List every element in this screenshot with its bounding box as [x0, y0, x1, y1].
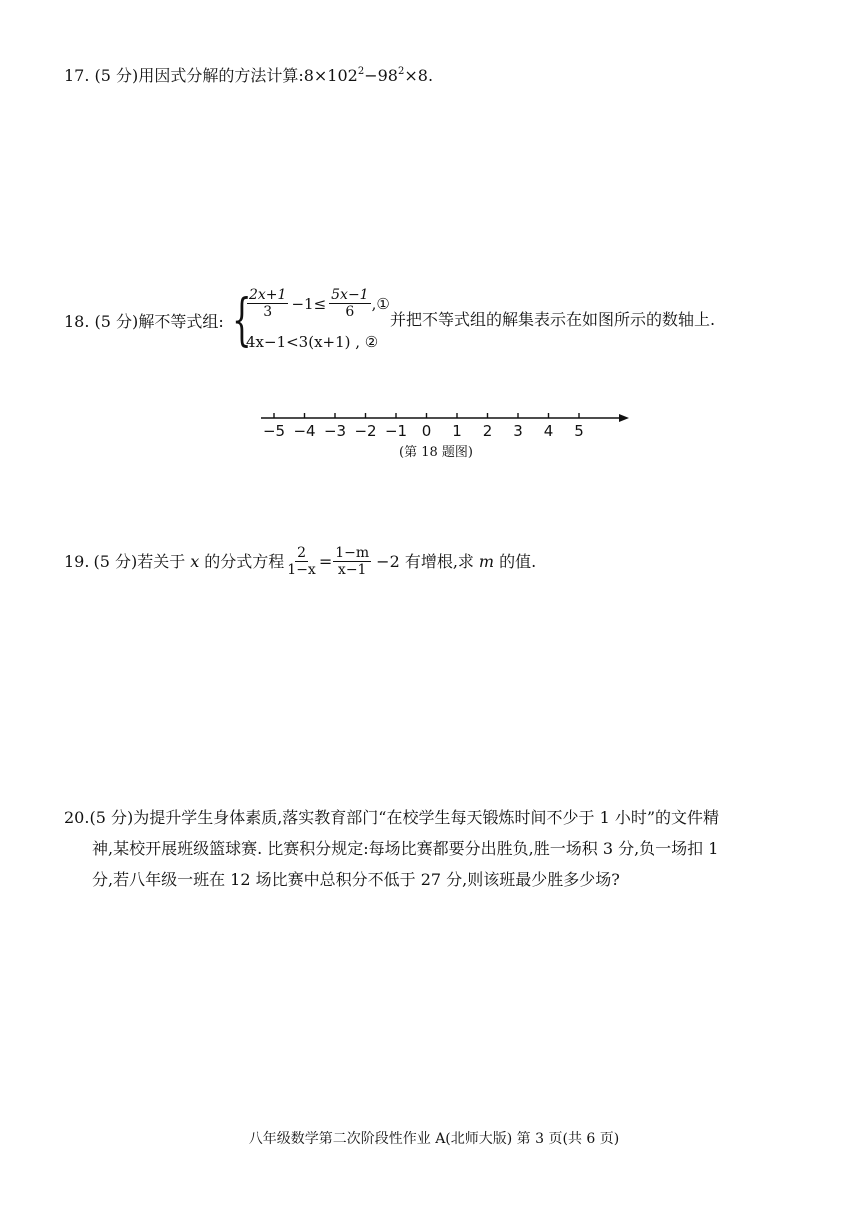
q17-number: 17. — [64, 66, 90, 85]
number-line-tick-label: 5 — [574, 422, 584, 440]
q19-end: 的值. — [499, 551, 537, 571]
q18-fraction-1 — [247, 287, 288, 320]
q17-expr-c: ×8. — [404, 66, 434, 85]
number-line-tick-label: 1 — [452, 422, 462, 440]
question-20 — [64, 802, 804, 895]
q19-frac2-num: 1−m — [335, 545, 370, 561]
number-line-tick-label: −4 — [293, 422, 316, 440]
number-line-arrow-icon — [619, 414, 629, 422]
q18-frac2-den: 6 — [345, 304, 355, 320]
q18-row-2 — [246, 333, 378, 351]
q19-post: −2 有增根,求 — [376, 551, 474, 571]
q18-row1-mid: −1≤ — [291, 294, 327, 313]
q18-instruction: 并把不等式组的解集表示在如图所示的数轴上. — [390, 310, 716, 329]
number-line-tick-label: −5 — [262, 422, 286, 440]
number-line-labels — [255, 422, 635, 442]
q20-number: 20. — [64, 808, 90, 827]
q19-frac1-num: 2 — [297, 545, 307, 561]
q18-fraction-2 — [329, 287, 370, 320]
number-line-tick-label: 4 — [543, 422, 554, 440]
q18-row1-tail: ,① — [371, 294, 390, 313]
q20-line-2: 神,某校开展班级篮球赛. 比赛积分规定:每场比赛都要分出胜负,胜一场积 3 分,负一场扣 1 — [92, 839, 719, 858]
number-line-tick-label: 3 — [513, 422, 523, 440]
number-line-tick-label: 0 — [421, 422, 432, 440]
q19-points: (5 分) — [93, 551, 138, 571]
q18-frac2-num: 5x−1 — [331, 287, 369, 303]
q20-line1-text: 为提升学生身体素质,落实教育部门“在校学生每天锻炼时间不少于 1 小时”的文件精 — [133, 808, 720, 827]
q19-frac1-den: 1−x — [287, 562, 316, 578]
q18-points: (5 分) — [94, 312, 139, 331]
q17-text: 用因式分解的方法计算: — [138, 66, 304, 85]
question-19 — [64, 545, 536, 578]
question-17 — [64, 66, 433, 86]
number-line-tick-label: −1 — [384, 422, 408, 440]
q18-frac1-den: 3 — [263, 304, 273, 320]
number-line-tick-label: 2 — [482, 422, 493, 440]
q18-number: 18. — [64, 312, 90, 331]
q19-mid: 的分式方程 — [204, 551, 285, 571]
number-line-tick-label: −2 — [354, 422, 377, 440]
q19-eq: = — [318, 551, 333, 571]
figure-caption: (第 18 题图) — [399, 445, 473, 460]
q20-points: (5 分) — [89, 808, 134, 827]
question-18-label — [64, 312, 224, 332]
number-line-tick-label: −3 — [323, 422, 347, 440]
q19-frac2-den: x−1 — [337, 562, 367, 578]
q19-var-m: m — [478, 551, 495, 571]
q18-row2-text: 4x−1<3(x+1) , ② — [246, 333, 379, 351]
q19-number: 19. — [64, 551, 90, 571]
q17-exp2: 2 — [397, 66, 405, 77]
q17-expr-b: −98 — [364, 66, 398, 85]
q20-line-3: 分,若八年级一班在 12 场比赛中总积分不低于 27 分,则该班最少胜多少场? — [92, 870, 620, 889]
page-footer: 八年级数学第二次阶段性作业 A(北师大版) 第 3 页(共 6 页) — [248, 1131, 620, 1147]
q20-line-1 — [64, 802, 804, 833]
q19-pre: 若关于 — [137, 551, 186, 571]
q17-exp1: 2 — [357, 66, 365, 77]
system-brace: { — [232, 288, 252, 353]
q18-text: 解不等式组: — [138, 312, 224, 331]
q19-fraction-2 — [333, 545, 371, 578]
q17-expr-a: 8×102 — [303, 66, 358, 85]
q18-frac1-num: 2x+1 — [249, 287, 287, 303]
q19-var-x: x — [190, 551, 200, 571]
q19-fraction-1 — [285, 545, 318, 578]
q17-points: (5 分) — [94, 66, 139, 85]
q18-row-1 — [246, 287, 390, 320]
